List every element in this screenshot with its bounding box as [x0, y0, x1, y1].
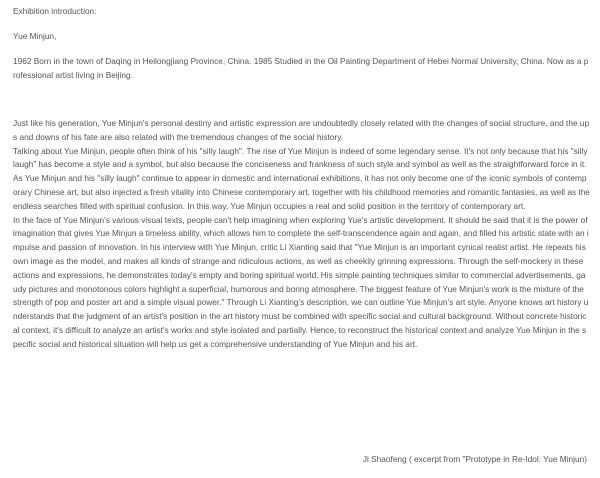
artist-bio: 1962 Born in the town of Daqing in Heilongjiang Province, China. 1985 Studied in the Oil Painting Department of Hebei Normal University, China. Now as a professional artist living in Beijing.: [13, 56, 589, 80]
essay-body: [13, 117, 590, 352]
section-heading: Exhibition introduction:: [13, 6, 97, 16]
essay-paragraph: Talking about Yue Minjun, people often think of his "silly laugh". The rise of Yue Minjun is indeed of some legendary sense. It's not only because that his "silly laugh" has become a style and a symbol, but also because the conciseness and frankness of such style and symbol as well as the straightforward force in it. As Yue Minjun and his "silly laugh" continue to appear in domestic and international exhibitions, it has not only become one of the iconic symbols of contemporary Chinese art, but also injected a fresh vitality into Chinese contemporary art, together with his childhood memories and romantic fantasies, as well as the endless searches filled with spiritual confusion. In this way, Yue Minjun occupies a real and solid position in the territory of contemporary art.: [13, 145, 590, 211]
essay-paragraph: Just like his generation, Yue Minjun's personal destiny and artistic expression are undoubtedly closely related with the changes of social structure, and the ups and downs of his fate are also related with the tremendous changes of the social history.: [13, 118, 590, 142]
artist-name: Yue Minjun,: [13, 31, 57, 41]
essay-paragraph: In the face of Yue Minjun's various visual texts, people can't help imagining when exploring Yue's artistic development. It should be said that it is the power of imagination that gives Yue Minjun a timeless ability, which allows him to complete the self-transcendence again and again, and filled his artistic state with an impulse and passion of innovation. In his interview with Yue Minjun, critic Li Xianting said that "Yue Minjun is an important cynical realist artist. He repeats his own image as the model, and makes all kinds of strange and ridiculous actions, as well as cheekily grinning expressions. Through the self-mockery in these actions and expressions, he demonstrates today's empty and boring spiritual world. His simple painting techniques similar to commercial advertisements, gaudy pictures and monotonous colors highlight a superficial, humorous and boring atmosphere. The biggest feature of Yue Minjun's work is the mixture of the strength of pop and poster art and a simple visual power." Through Li Xianting's description, we can outline Yue Minjun's art style. Anyone knows art history understands that the judgment of an artist's position in the art history must be combined with specific social and cultural background. Without concrete historical context, it's difficult to analyze an artist's works and style isolated and partially. Hence, to reconstruct the historical context and analyze Yue Minjun in the specific social and historical situation will help us get a comprehensive understanding of Yue Minjun and his art.: [13, 214, 589, 349]
attribution: Ji Shaofeng ( excerpt from "Prototype in Re-Idol: Yue Minjun): [362, 454, 587, 464]
